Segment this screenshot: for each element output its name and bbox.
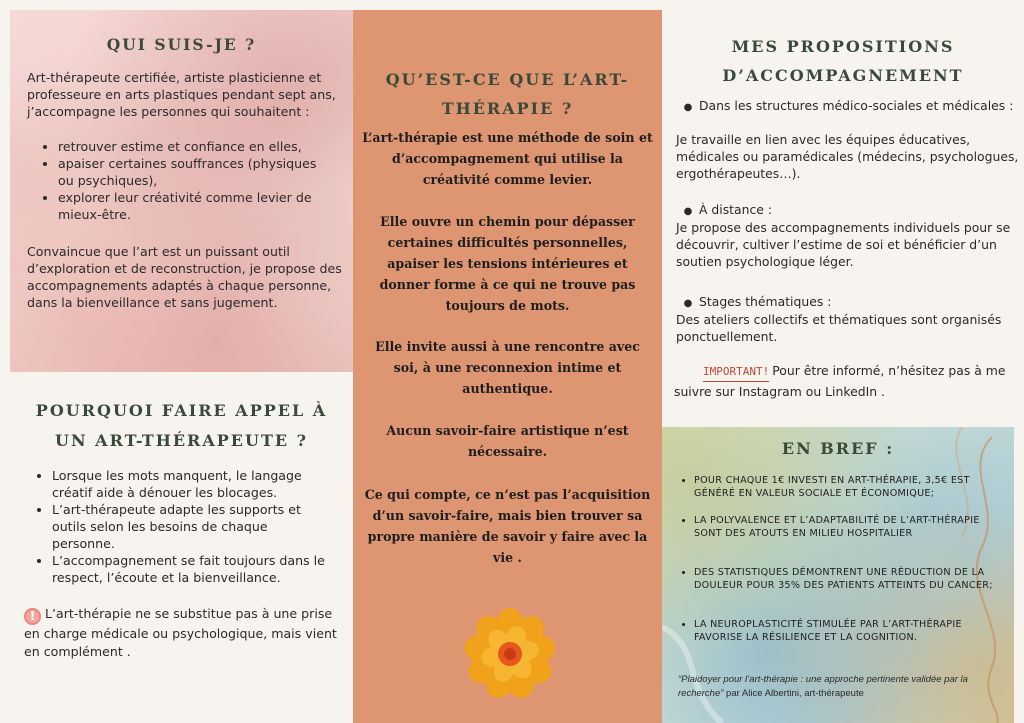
bullet-icon: ● [683,298,693,309]
list-item: • apaiser certaines souffrances (physiques ou psychiques), [58,155,336,189]
what-paragraph: L’art-thérapie est une méthode de soin et d’accompagnement qui utilise la créativité comme levier. [362,130,653,187]
brief-list [684,474,999,500]
offer-item-text: Je travaille en lien avec les équipes éducatives, médicales ou paramédicales (médecins, psychologues, ergothérapeutes…). [676,132,1019,181]
important-tag: IMPORTANT! [703,362,769,382]
list-item: • Lorsque les mots manquent, le langage créatif aide à dénouer les blocages. [52,467,330,501]
what-title: QU’EST-CE QUE L’ART-THÉRAPIE ? [385,70,630,118]
brief-panel [662,427,1014,723]
list-item: • LA NEUROPLASTICITÉ STIMULÉE PAR L’ART-THÉRAPIE FAVORISE LA RÉSILIENCE ET LA COGNITION. [694,618,999,644]
bullet-icon: ● [683,102,693,113]
list-item: • L’art-thérapeute adapte les supports et outils selon les besoins de chaque personne. [52,501,330,552]
why-note [24,605,339,661]
why-panel [10,372,353,723]
offer-title: MES PROPOSITIONS D’ACCOMPAGNEMENT [722,37,964,85]
offer-item-heading: ● Dans les structures médico-sociales et médicales : [677,97,1017,116]
who-intro: Art-thérapeute certifiée, artiste plasticienne et professeure en arts plastiques pendant sept ans, j’accompagne les personnes qui souhaitent : [27,70,336,119]
warning-icon: ! [24,608,41,625]
list-item: • retrouver estime et confiance en elles, [58,138,336,155]
what-panel [353,10,662,723]
citation-title: “Plaidoyer pour l’art-thérapie : une approche pertinente validée par la recherche” [678,674,968,699]
who-outro: Convaincue que l’art est un puissant outil d’exploration et de reconstruction, je propose des accompagnements adaptés à chaque personne, dans la bienveillance et sans jugement. [27,244,342,310]
citation-author: par Alice Albertini, art-thérapeute [723,688,864,699]
who-title: QUI SUIS-JE ? [106,35,257,54]
citation [678,673,1008,701]
important-text: Pour être informé, n’hésitez pas à me suivre sur Instagram ou LinkedIn . [674,363,1006,399]
bullet-icon: ● [683,206,693,217]
offer-item-text: Des ateliers collectifs et thématiques sont organisés ponctuellement. [676,312,1002,344]
important-note [674,361,1019,401]
what-paragraph: Elle invite aussi à une rencontre avec soi, à une reconnexion intime et authentique. [375,339,640,396]
what-paragraph: Aucun savoir-faire artistique n’est nécessaire. [386,423,629,459]
brief-list [684,566,999,592]
brief-title: EN BREF : [781,439,895,458]
offer-panel [662,10,1024,427]
what-paragraph: Ce qui compte, ce n’est pas l’acquisition d’un savoir-faire, mais bien trouver sa propre manière de savoir y faire avec la vie . [364,487,651,565]
who-panel [10,10,353,372]
why-list [40,467,330,586]
what-paragraph: Elle ouvre un chemin pour dépasser certaines difficultés personnelles, apaiser les tensions intérieures et donner forme à ce qui ne trouve pas toujours de mots. [379,214,636,313]
list-item: • L’accompagnement se fait toujours dans le respect, l’écoute et la bienveillance. [52,552,330,586]
list-item: • DES STATISTIQUES DÉMONTRENT UNE RÉDUCTION DE LA DOULEUR POUR 35% DES PATIENTS ATTEINTS DU CANCER; [694,566,999,592]
offer-item-heading: ● À distance : [677,201,1017,220]
offer-item-text: Je propose des accompagnements individuels pour se découvrir, cultiver l’estime de soi et bénéficier d’un soutien psychologique léger. [676,220,1011,269]
list-item: • explorer leur créativité comme levier de mieux-être. [58,189,336,223]
brief-list [684,618,999,644]
list-item: • POUR CHAQUE 1€ INVESTI EN ART-THÉRAPIE, 3,5€ EST GÉNÉRÉ EN VALEUR SOCIALE ET ÉCONOMIQUE; [694,474,999,500]
list-item: • LA POLYVALENCE ET L’ADAPTABILITÉ DE L’ART-THÉRAPIE SONT DES ATOUTS EN MILIEU HOSPITALIER [694,514,999,540]
who-list [46,138,336,223]
flower-illustration [456,608,564,698]
brief-list [684,514,999,540]
why-note-text: L’art-thérapie ne se substitue pas à une prise en charge médicale ou psychologique, mais vient en complément . [24,606,337,659]
offer-item-heading: ● Stages thématiques : [677,293,1017,312]
why-title: POURQUOI FAIRE APPEL À UN ART-THÉRAPEUTE ? [35,401,328,450]
